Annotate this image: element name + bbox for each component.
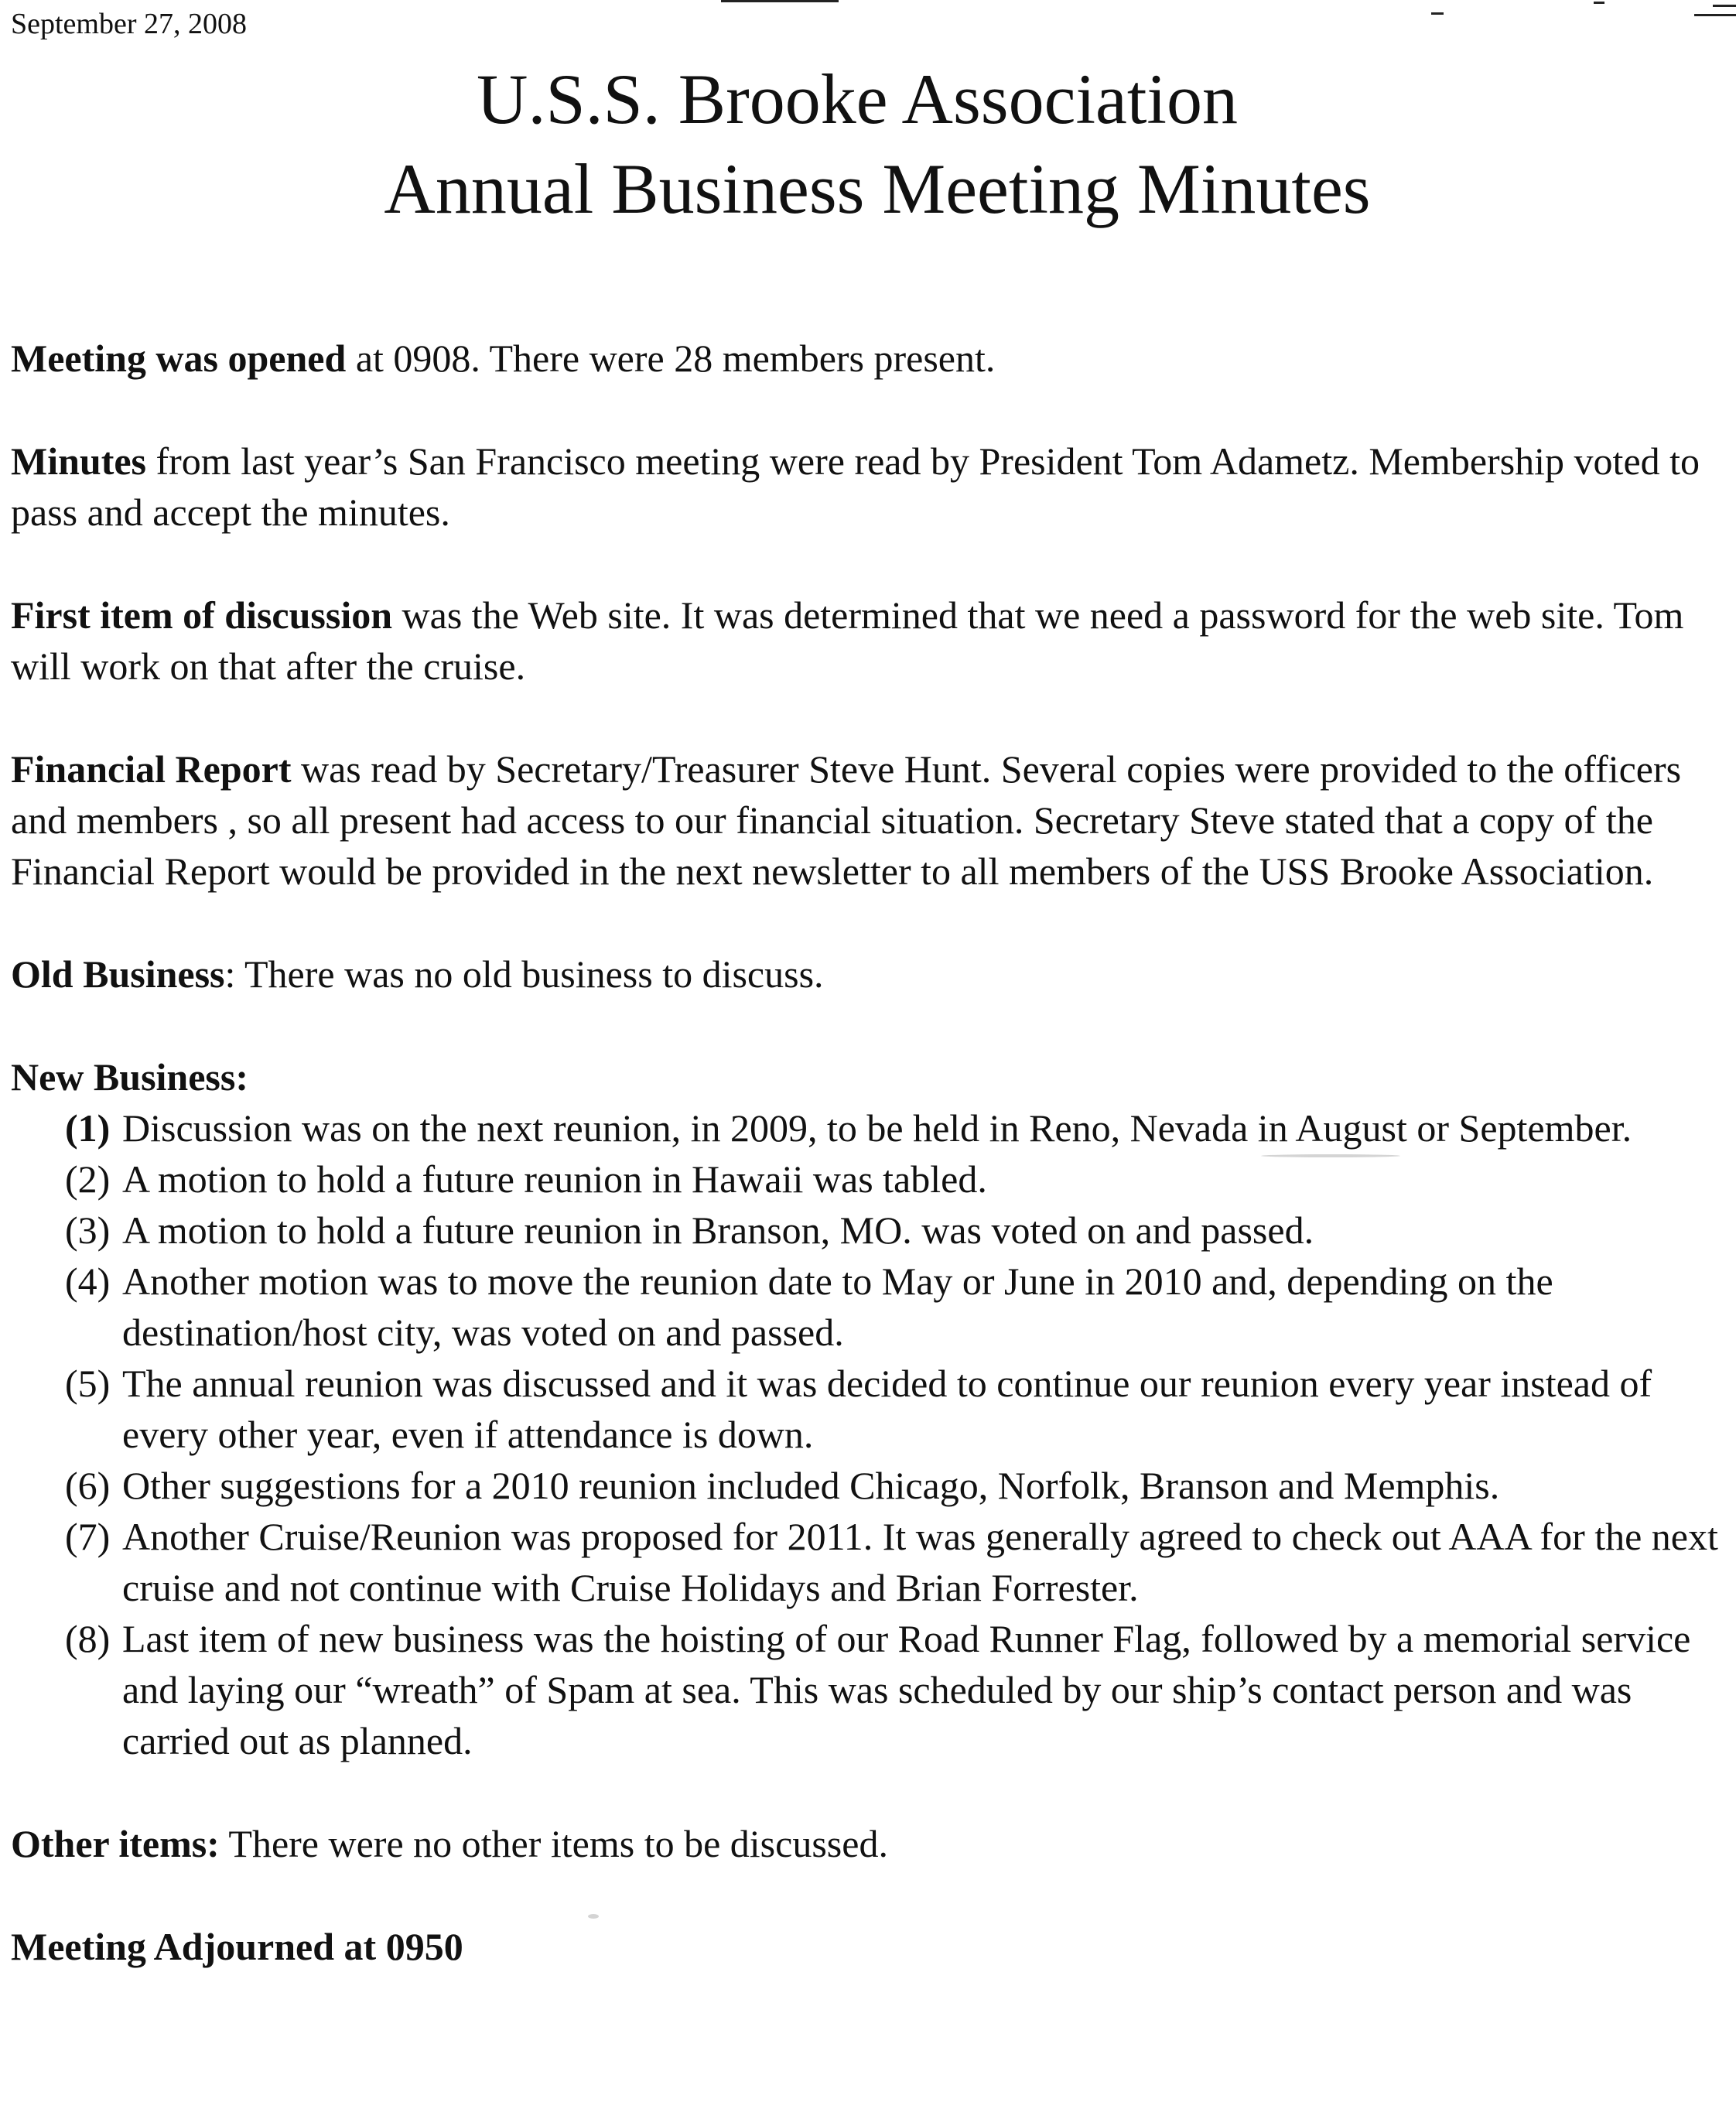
section-text: at 0908. There were 28 members present. [346, 337, 996, 380]
document-date: September 27, 2008 [11, 8, 248, 40]
list-item [11, 1613, 1725, 1766]
item-text: The annual reunion was discussed and it was decided to continue our reunion every year instead of every other year, even if attendance is down. [122, 1362, 1652, 1456]
scan-mark-top-center [721, 0, 839, 2]
section-text: was the Web site. It was determined that we need a password for the web site. Tom will work on that after the cruise. [11, 593, 1684, 688]
scan-mark-top-right-1 [1431, 12, 1444, 15]
section-new-business [11, 1051, 1725, 1766]
section-text: was read by Secretary/Treasurer Steve Hunt. Several copies were provided to the officers and members , so all present had access to our financial situation. Secretary Steve stated that a copy of the Financial Report would be provided in the next newsletter to all members of the USS Brooke Association. [11, 747, 1682, 893]
item-number: (5) [65, 1362, 111, 1405]
section-label: Meeting was opened [11, 337, 347, 380]
list-item [11, 1154, 1725, 1205]
item-text: Another Cruise/Reunion was proposed for 2011. It was generally agreed to check out AAA for the next cruise and not continue with Cruise Holidays and Brian Forrester. [122, 1515, 1718, 1609]
item-number: (6) [65, 1464, 111, 1507]
item-text: Another motion was to move the reunion date to May or June in 2010 and, depending on the destination/host city, was voted on and passed. [122, 1260, 1553, 1354]
item-text: A motion to hold a future reunion in Hawaii was tabled. [122, 1157, 987, 1201]
section-label: Financial Report [11, 747, 292, 791]
list-item [11, 1511, 1725, 1613]
section-financial-report [11, 743, 1725, 897]
scan-mark-top-right-4 [1694, 14, 1736, 16]
item-text: Other suggestions for a 2010 reunion included Chicago, Norfolk, Branson and Memphis. [122, 1464, 1500, 1507]
list-item [11, 1102, 1725, 1154]
minutes-body [11, 333, 1725, 1972]
section-text: from last year’s San Francisco meeting were read by President Tom Adametz. Membership voted to pass and accept the minutes. [11, 439, 1700, 534]
new-business-list [11, 1102, 1725, 1766]
new-business-heading: New Business: [11, 1055, 248, 1099]
item-text: A motion to hold a future reunion in Branson, MO. was voted on and passed. [122, 1208, 1314, 1252]
list-item [11, 1358, 1725, 1460]
document-title [0, 54, 1736, 234]
item-number: (1) [65, 1106, 111, 1150]
section-label: First item of discussion [11, 593, 393, 637]
scan-mark-top-right-3 [1713, 5, 1736, 7]
item-text: Last item of new business was the hoisting of our Road Runner Flag, followed by a memorial service and laying our “wreath” of Spam at sea. This was scheduled by our ship’s contact person and was carried out as planned. [122, 1617, 1691, 1762]
meeting-adjourned: Meeting Adjourned at 0950 [11, 1925, 463, 1968]
section-text: There were no other items to be discussed. [219, 1822, 888, 1865]
list-item [11, 1460, 1725, 1511]
title-line-2: Annual Business Meeting Minutes [384, 149, 1371, 228]
item-number: (3) [65, 1208, 111, 1252]
section-first-item [11, 590, 1725, 692]
section-text: : There was no old business to discuss. [224, 952, 824, 996]
section-meeting-opened [11, 333, 1725, 384]
section-label: Old Business [11, 952, 225, 996]
section-minutes [11, 436, 1725, 538]
item-text: Discussion was on the next reunion, in 2009, to be held in Reno, Nevada in August or September. [122, 1106, 1632, 1150]
title-line-1: U.S.S. Brooke Association [477, 60, 1238, 138]
list-item [11, 1256, 1725, 1358]
list-item [11, 1205, 1725, 1256]
section-other-items [11, 1818, 1725, 1869]
scan-mark-top-right-2 [1594, 2, 1604, 4]
section-label: Minutes [11, 439, 146, 483]
item-number: (8) [65, 1617, 111, 1660]
item-number: (2) [65, 1157, 111, 1201]
item-number: (7) [65, 1515, 111, 1558]
section-label: Other items: [11, 1822, 220, 1865]
item-number: (4) [65, 1260, 111, 1303]
section-old-business [11, 948, 1725, 1000]
